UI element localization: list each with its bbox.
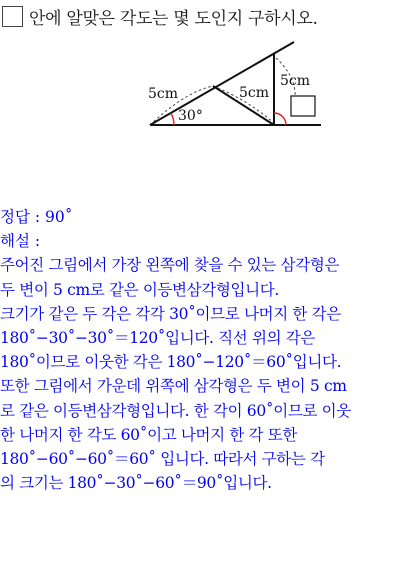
solution-line: 주어진 그림에서 가장 왼쪽에 찾을 수 있는 삼각형은 bbox=[0, 256, 340, 275]
solution-line: 의 크기는 180˚−30˚−60˚＝90˚입니다. bbox=[0, 474, 272, 493]
label-middle-side: 5cm bbox=[239, 85, 270, 101]
long-slant-line bbox=[150, 42, 294, 125]
label-angle-30: 30° bbox=[178, 108, 203, 124]
solution-line: 180˚−60˚−60˚＝60˚ 입니다. 따라서 구하는 각 bbox=[0, 450, 325, 469]
geometry-figure bbox=[0, 34, 400, 134]
question-header bbox=[2, 2, 398, 30]
solution-line: 또한 그림에서 가운데 위쪽에 삼각형은 두 변이 5 cm bbox=[0, 377, 347, 396]
angle-arc-30 bbox=[171, 113, 174, 125]
angle-arc-unknown bbox=[274, 113, 286, 125]
question-text: 안에 알맞은 각도는 몇 도인지 구하시오. bbox=[29, 8, 318, 29]
solution-line: 180˚이므로 이웃한 각은 180˚−120˚＝60˚입니다. bbox=[0, 353, 342, 372]
label-right-side: 5cm bbox=[280, 73, 311, 89]
solution-line: 크기가 같은 두 각은 각각 30˚이므로 나머지 한 각은 bbox=[0, 304, 341, 323]
explanation-label: 해설 : bbox=[0, 232, 41, 251]
label-left-side: 5cm bbox=[148, 86, 179, 102]
solution-section bbox=[0, 205, 400, 495]
solution-line: 로 같은 이등변삼각형입니다. 한 각이 60˚이므로 이웃 bbox=[0, 401, 351, 420]
solution-line: 두 변이 5 cm로 같은 이등변삼각형입니다. bbox=[0, 280, 279, 299]
answer-label: 정답 : 90˚ bbox=[0, 208, 73, 226]
figure-blank-box bbox=[291, 96, 315, 116]
solution-line: 한 나머지 한 각도 60˚이고 나머지 한 각 또한 bbox=[0, 425, 298, 444]
solution-line: 180˚−30˚−30˚＝120˚입니다. 직선 위의 각은 bbox=[0, 329, 316, 348]
answer-blank-box[interactable] bbox=[2, 6, 23, 27]
